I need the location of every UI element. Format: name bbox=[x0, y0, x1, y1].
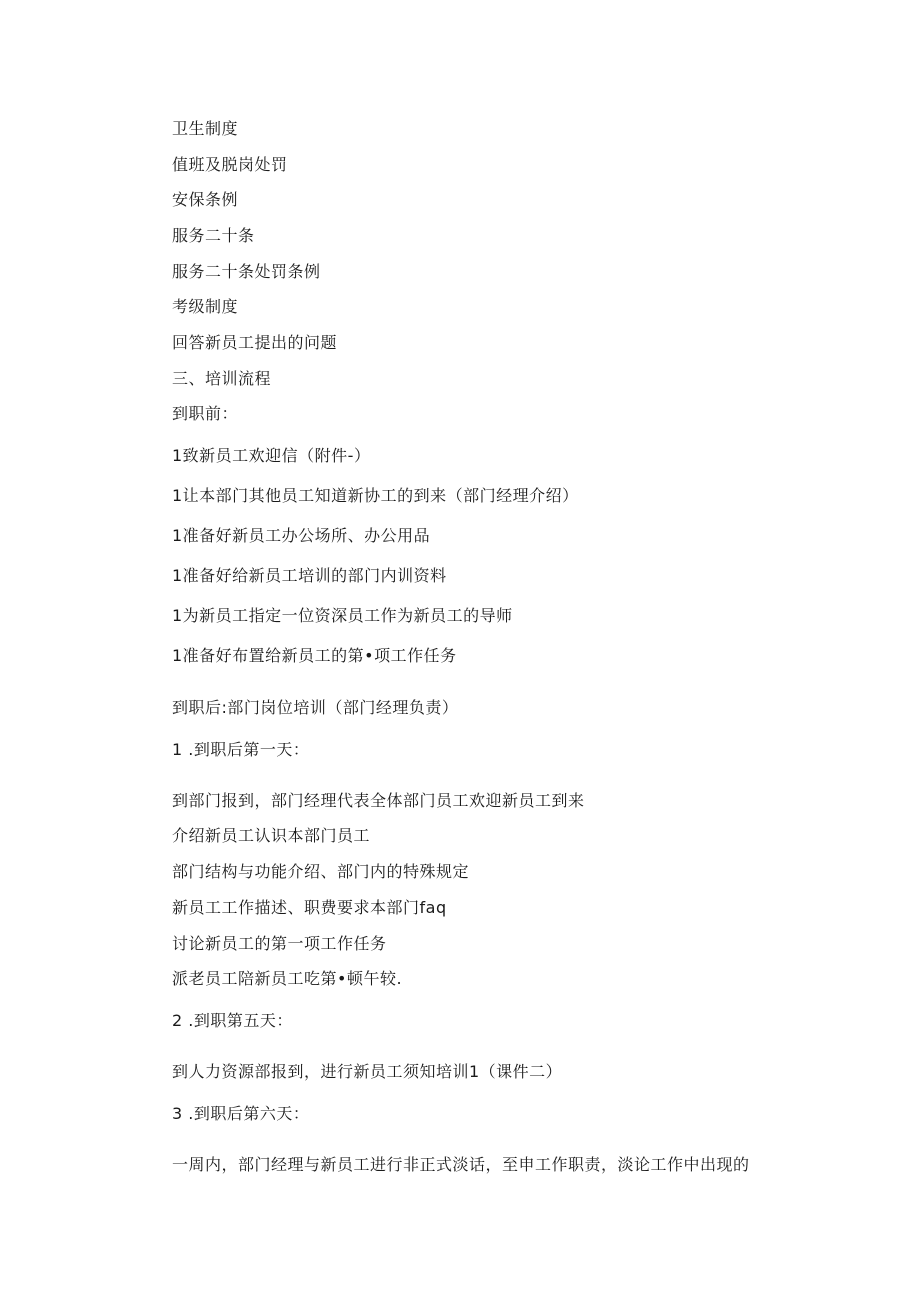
text-line: 卫生制度 bbox=[172, 119, 239, 138]
section-heading: 三、培训流程 bbox=[172, 369, 272, 388]
text-line: 新员工工作描述、职费要求本部门faq bbox=[172, 898, 447, 917]
text-line: 一周内，部门经理与新员工进行非正式淡话，至申工作职责，淡论工作中出现的 bbox=[172, 1155, 750, 1174]
list-item: 1准备好给新员工培训的部门内训资料 bbox=[172, 566, 447, 585]
list-item: 1准备好新员工办公场所、办公用品 bbox=[172, 526, 431, 545]
text-line: 安保条例 bbox=[172, 190, 239, 209]
list-item: 1准备好布置给新员工的第•项工作任务 bbox=[172, 646, 457, 665]
text-line: 介绍新员工认识本部门员工 bbox=[172, 826, 371, 845]
list-item: 1让本部门其他员工知道新协工的到来（部门经理介绍） bbox=[172, 486, 579, 505]
numbered-heading: 2 .到职第五天： bbox=[172, 1011, 293, 1030]
text-line: 考级制度 bbox=[172, 297, 239, 316]
numbered-heading: 3 .到职后第六天： bbox=[172, 1104, 310, 1123]
text-line: 服务二十条处罚条例 bbox=[172, 262, 321, 281]
list-item: 1致新员工欢迎信（附件-） bbox=[172, 446, 371, 465]
subheading: 到职前： bbox=[172, 404, 239, 423]
numbered-heading: 1 .到职后第一天： bbox=[172, 740, 310, 759]
text-line: 到部门报到，部门经理代表全体部门员工欢迎新员工到来 bbox=[172, 791, 585, 810]
text-line: 到人力资源部报到，进行新员工须知培训1（课件二） bbox=[172, 1062, 563, 1081]
text-line: 讨论新员工的第一项工作任务 bbox=[172, 934, 387, 953]
list-item: 1为新员工指定一位资深员工作为新员工的导师 bbox=[172, 606, 513, 625]
subheading: 到职后:部门岗位培训（部门经理负责） bbox=[172, 698, 459, 717]
text-line: 回答新员工提出的问题 bbox=[172, 333, 338, 352]
text-line: 值班及脱岗处罚 bbox=[172, 155, 288, 174]
text-line: 部门结构与功能介绍、部门内的特殊规定 bbox=[172, 862, 470, 881]
text-line: 服务二十条 bbox=[172, 226, 255, 245]
text-line: 派老员工陪新员工吃第•顿午较. bbox=[172, 969, 403, 988]
